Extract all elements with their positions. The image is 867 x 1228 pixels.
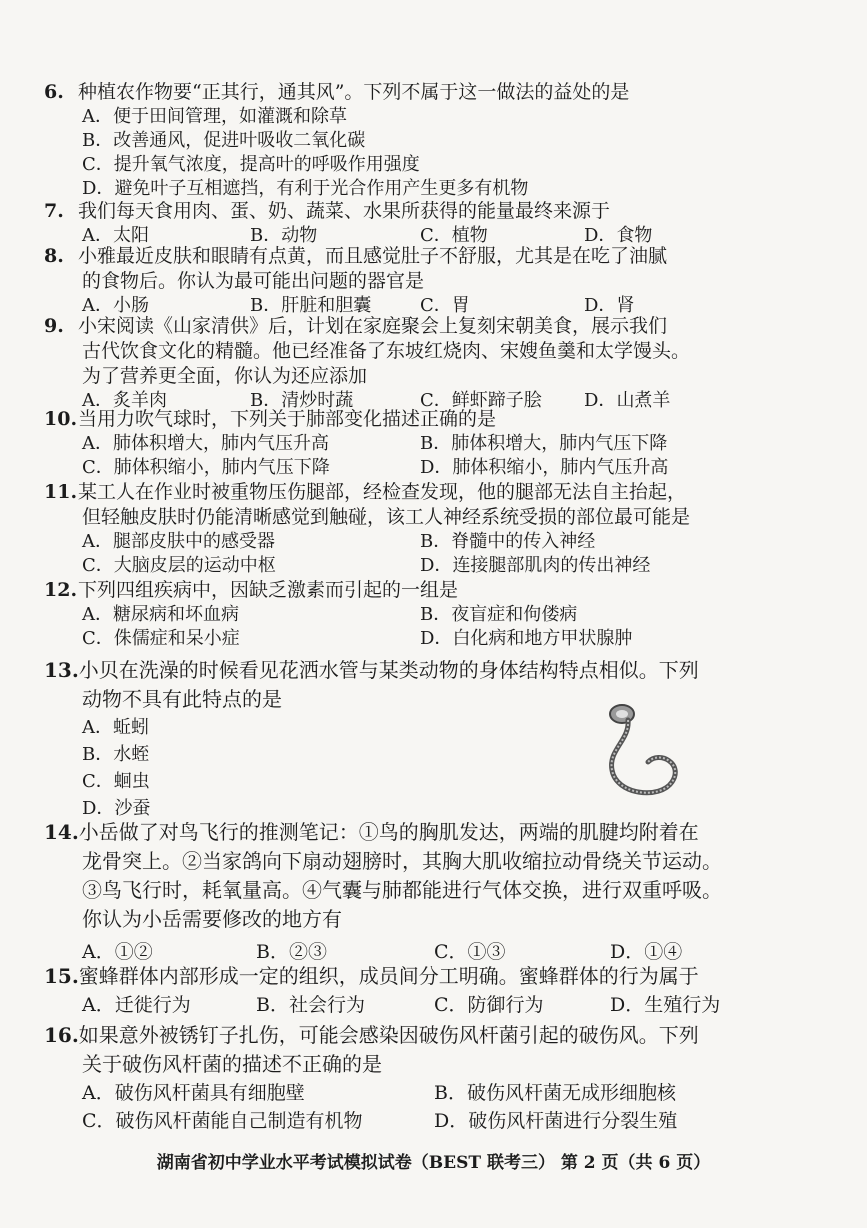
question-stem: 种植农作物要“正其行，通其风”。下列不属于这一做法的益处的是 [78, 81, 630, 103]
option-b: B．改善通风，促进叶吸收二氧化碳 [82, 130, 366, 151]
question-stem: 小雅最近皮肤和眼睛有点黄，而且感觉肚子不舒服，尤其是在吃了油腻 [78, 245, 668, 267]
question-number: 16. [44, 1023, 79, 1047]
option-c: C．防御行为 [434, 994, 544, 1016]
question-stem-line-4: 你认为小岳需要修改的地方有 [82, 907, 342, 931]
option-b: B．肝脏和胆囊 [250, 295, 372, 316]
option-c: C．蛔虫 [82, 771, 150, 792]
option-a: A．炙羊肉 [82, 390, 167, 411]
option-b: B．社会行为 [256, 994, 365, 1016]
question-9 [44, 314, 834, 413]
option-d: D．食物 [584, 225, 653, 246]
question-stem: 某工人在作业时被重物压伤腿部，经检查发现，他的腿部无法自主抬起， [78, 481, 687, 503]
question-stem: 小岳做了对鸟飞行的推测笔记：①鸟的胸肌发达，两端的肌腱均附着在 [78, 820, 699, 844]
question-stem-line-2: 的食物后。你认为最可能出问题的器官是 [82, 270, 425, 292]
option-c: C．胃 [420, 295, 470, 316]
option-a: A．太阳 [82, 225, 149, 246]
question-number: 6. [44, 81, 64, 103]
option-a: A．肺体积增大，肺内气压升高 [82, 433, 329, 454]
option-d: D．连接腿部肌肉的传出神经 [420, 555, 651, 576]
question-stem-line-2: 关于破伤风杆菌的描述不正确的是 [82, 1052, 382, 1076]
option-d: D．①④ [610, 941, 683, 963]
option-b: B．动物 [250, 225, 318, 246]
page-footer: 湖南省初中学业水平考试模拟试卷（BEST 联考三） 第 2 页（共 6 页） [156, 1153, 711, 1173]
question-number: 10. [44, 408, 78, 430]
option-c: C．大脑皮层的运动中枢 [82, 555, 276, 576]
option-c: C．侏儒症和呆小症 [82, 628, 240, 649]
question-number: 14. [44, 820, 79, 844]
question-stem-line-2: 古代饮食文化的精髓。他已经准备了东坡红烧肉、宋嫂鱼羹和太学馒头。 [82, 340, 691, 362]
question-number: 15. [44, 964, 79, 988]
option-b: B．夜盲症和佝偻病 [420, 604, 578, 625]
option-a: A．糖尿病和坏血病 [82, 604, 239, 625]
question-6 [44, 80, 834, 201]
option-c: C．植物 [420, 225, 488, 246]
option-b: B．破伤风杆菌无成形细胞核 [434, 1082, 676, 1104]
option-a: A．破伤风杆菌具有细胞壁 [82, 1082, 305, 1104]
question-stem: 我们每天食用肉、蛋、奶、蔬菜、水果所获得的能量最终来源于 [78, 200, 611, 222]
option-d: D．山煮羊 [584, 390, 671, 411]
question-number: 9. [44, 315, 64, 337]
question-stem: 下列四组疾病中，因缺乏激素而引起的一组是 [78, 579, 459, 601]
question-10 [44, 407, 834, 480]
question-stem: 如果意外被锈钉子扎伤，可能会感染因破伤风杆菌引起的破伤风。下列 [78, 1023, 699, 1047]
option-b: B．水蛭 [82, 744, 150, 765]
question-stem-line-2: 但轻触皮肤时仍能清晰感觉到触碰，该工人神经系统受损的部位最可能是 [82, 506, 691, 528]
question-stem: 小宋阅读《山家清供》后，计划在家庭聚会上复刻宋朝美食，展示我们 [78, 315, 668, 337]
option-b: B．清炒时蔬 [250, 390, 354, 411]
question-number: 13. [44, 658, 79, 682]
question-stem-line-3: 为了营养更全面，你认为还应添加 [82, 365, 368, 387]
option-d: D．肺体积缩小，肺内气压升高 [420, 457, 669, 478]
option-a: A．迁徙行为 [82, 994, 191, 1016]
option-c: C．鲜虾蹄子脍 [420, 390, 542, 411]
option-c: C．破伤风杆菌能自己制造有机物 [82, 1110, 363, 1132]
option-d: D．肾 [584, 295, 635, 316]
option-d: D．白化病和地方甲状腺肿 [420, 628, 633, 649]
option-b: B．②③ [256, 941, 327, 963]
option-d: D．避免叶子互相遮挡，有利于光合作用产生更多有机物 [82, 178, 529, 199]
question-stem: 当用力吹气球时，下列关于肺部变化描述正确的是 [78, 408, 497, 430]
question-12 [44, 578, 834, 651]
question-15 [44, 962, 834, 1019]
question-8 [44, 244, 834, 318]
question-stem-line-3: ③鸟飞行时，耗氧量高。④气囊与肺都能进行气体交换，进行双重呼吸。 [82, 878, 722, 902]
option-b: B．脊髓中的传入神经 [420, 531, 596, 552]
question-14 [44, 818, 834, 966]
question-11 [44, 480, 834, 578]
question-number: 7. [44, 200, 64, 222]
question-stem-line-2: 动物不具有此特点的是 [82, 687, 282, 711]
option-c: C．①③ [434, 941, 506, 963]
option-b: B．肺体积增大，肺内气压下降 [420, 433, 668, 454]
option-a: A．腿部皮肤中的感受器 [82, 531, 275, 552]
option-c: C．提升氧气浓度，提高叶的呼吸作用强度 [82, 154, 420, 175]
option-a: A．小肠 [82, 295, 149, 316]
option-d: D．生殖行为 [610, 994, 721, 1016]
question-16 [44, 1021, 834, 1135]
option-c: C．肺体积缩小，肺内气压下降 [82, 457, 330, 478]
question-stem-line-2: 龙骨突上。②当家鸽向下扇动翅膀时，其胸大肌收缩拉动骨绕关节运动。 [82, 849, 722, 873]
option-d: D．沙蚕 [82, 798, 151, 819]
question-13 [44, 656, 834, 822]
question-stem: 蜜蜂群体内部形成一定的组织，成员间分工明确。蜜蜂群体的行为属于 [78, 964, 699, 988]
option-a: A．蚯蚓 [82, 717, 149, 738]
question-7 [44, 199, 834, 248]
option-a: A．便于田间管理，如灌溉和除草 [82, 106, 347, 127]
option-a: A．①② [82, 941, 153, 963]
question-number: 12. [44, 579, 78, 601]
question-number: 11. [44, 481, 78, 503]
question-number: 8. [44, 245, 64, 267]
option-d: D．破伤风杆菌进行分裂生殖 [434, 1110, 678, 1132]
question-stem: 小贝在洗澡的时候看见花洒水管与某类动物的身体结构特点相似。下列 [78, 658, 699, 682]
shower-hose-image [600, 700, 690, 810]
